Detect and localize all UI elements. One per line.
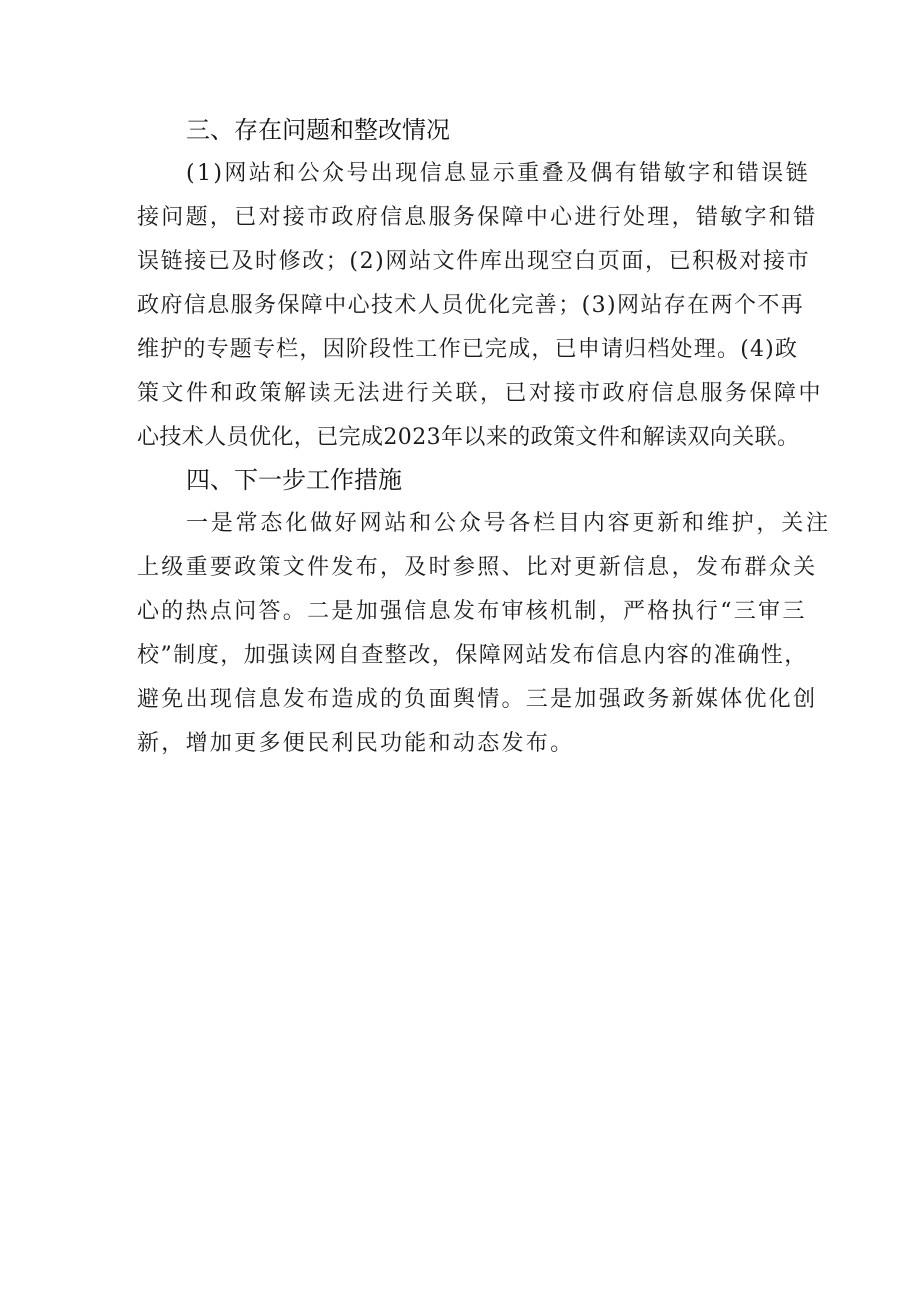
paragraph-line: 心技术人员优化，已完成2023年以来的政策文件和解读双向关联。 — [137, 425, 800, 450]
paragraph-line: 策文件和政策解读无法进行关联，已对接市政府信息服务保障中 — [137, 381, 824, 406]
paragraph-line: 误链接已及时修改；(2)网站文件库出现空白页面，已积极对接市 — [137, 249, 811, 274]
paragraph-line: 新，增加更多便民利民功能和动态发布。 — [137, 731, 575, 756]
paragraph-line: 避免出现信息发布造成的负面舆情。三是加强政务新媒体优化创 — [137, 687, 818, 712]
paragraph-line: 一是常态化做好网站和公众号各栏目内容更新和维护，关注 — [186, 511, 831, 536]
section-3-heading: 三、存在问题和整改情况 — [186, 116, 450, 144]
paragraph-line: (1)网站和公众号出现信息显示重叠及偶有错敏字和错误链 — [186, 161, 810, 186]
paragraph-line: 政府信息服务保障中心技术人员优化完善；(3)网站存在两个不再 — [137, 293, 805, 318]
paragraph-line: 校”制度，加强读网自查整改，保障网站发布信息内容的准确性， — [137, 643, 808, 668]
paragraph-line: 接问题，已对接市政府信息服务保障中心进行处理，错敏字和错 — [137, 205, 818, 230]
section-4-heading: 四、下一步工作措施 — [186, 466, 402, 494]
paragraph-line: 心的热点问答。二是加强信息发布审核机制，严格执行“三审三 — [137, 599, 807, 624]
paragraph-line: 上级重要政策文件发布，及时参照、比对更新信息，发布群众关 — [137, 555, 818, 580]
paragraph-line: 维护的专题专栏，因阶段性工作已完成，已申请归档处理。(4)政 — [137, 337, 799, 362]
